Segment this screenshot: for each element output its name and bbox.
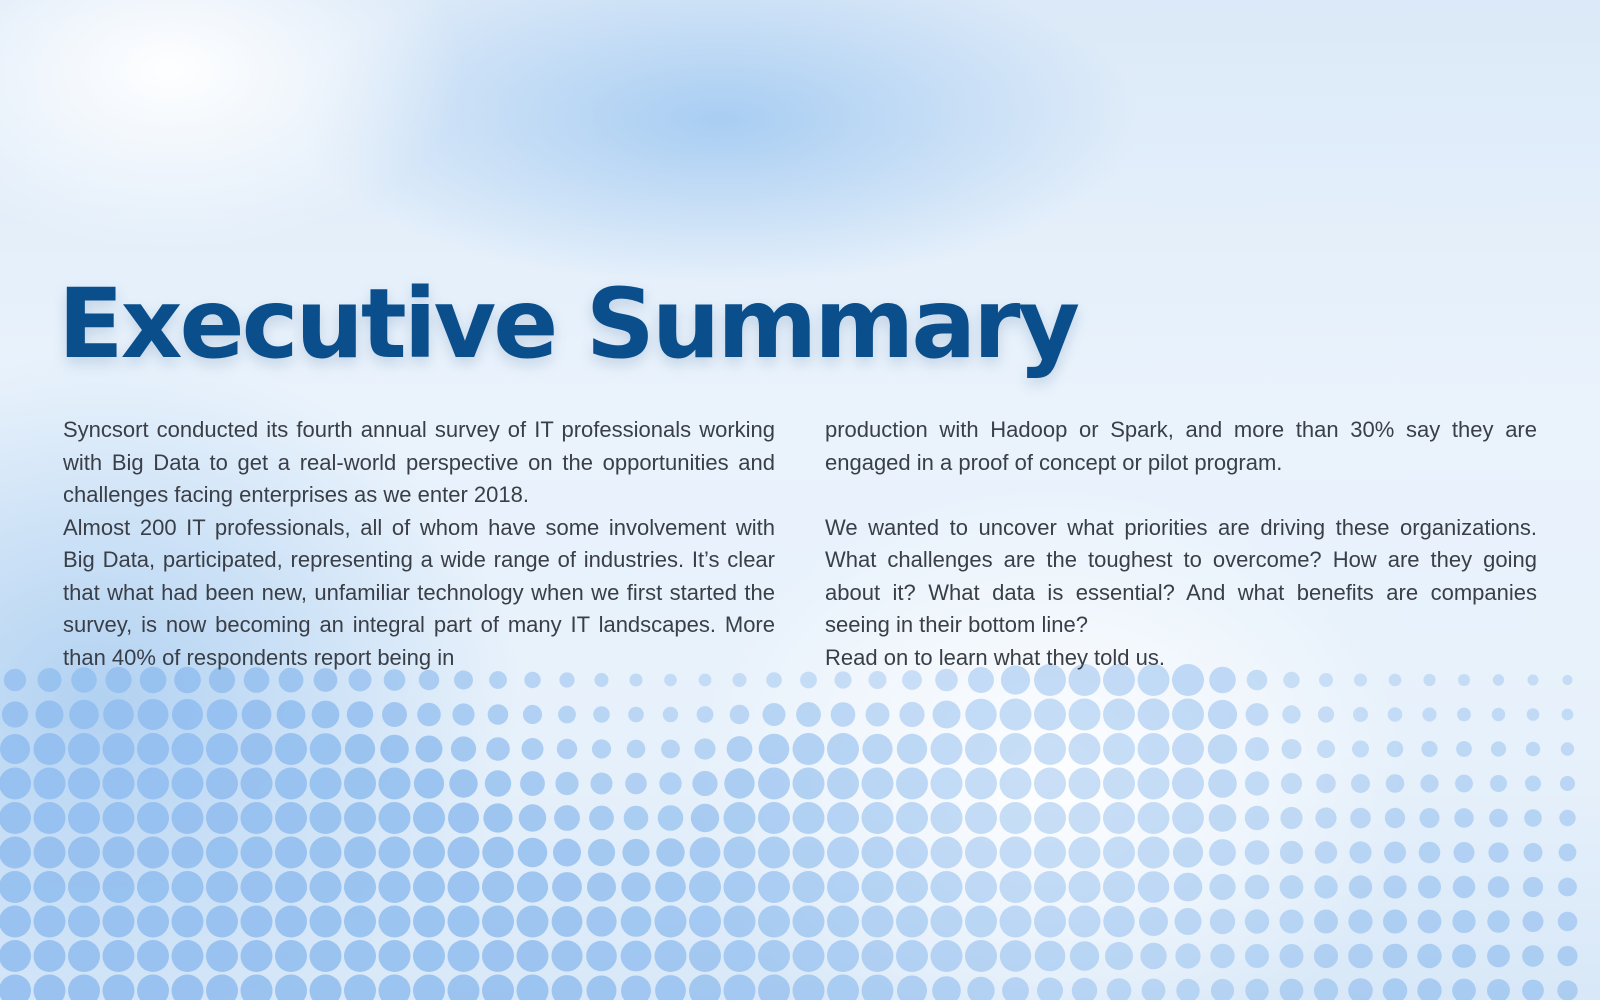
paragraph-spacer [825, 479, 1537, 512]
page-title: Executive Summary [58, 268, 1078, 380]
paragraph: Read on to learn what they told us. [825, 644, 1165, 670]
right-text-column [825, 414, 1537, 674]
paragraph: Syncsort conducted its fourth annual survey of IT professionals working with Big Data to get a real-world perspective on the opportunities and challenges facing enterprises as we enter 2018. [63, 417, 775, 507]
paragraph: production with Hadoop or Spark, and more than 30% say they are engaged in a proof of concept or pilot program. [825, 417, 1537, 475]
left-text-column [63, 414, 775, 674]
paragraph: Almost 200 IT professionals, all of whom have some involvement with Big Data, participated, representing a wide range of industries. It’s clear that what had been new, unfamiliar technology when we first started the survey, is now becoming an integral part of many IT landscapes. More than 40% of respondents report being in [63, 514, 775, 670]
paragraph: We wanted to uncover what priorities are driving these organizations. What challenges are the toughest to overcome? How are they going about it? What data is essential? And what benefits are companies seeing in their bottom line? [825, 514, 1537, 637]
